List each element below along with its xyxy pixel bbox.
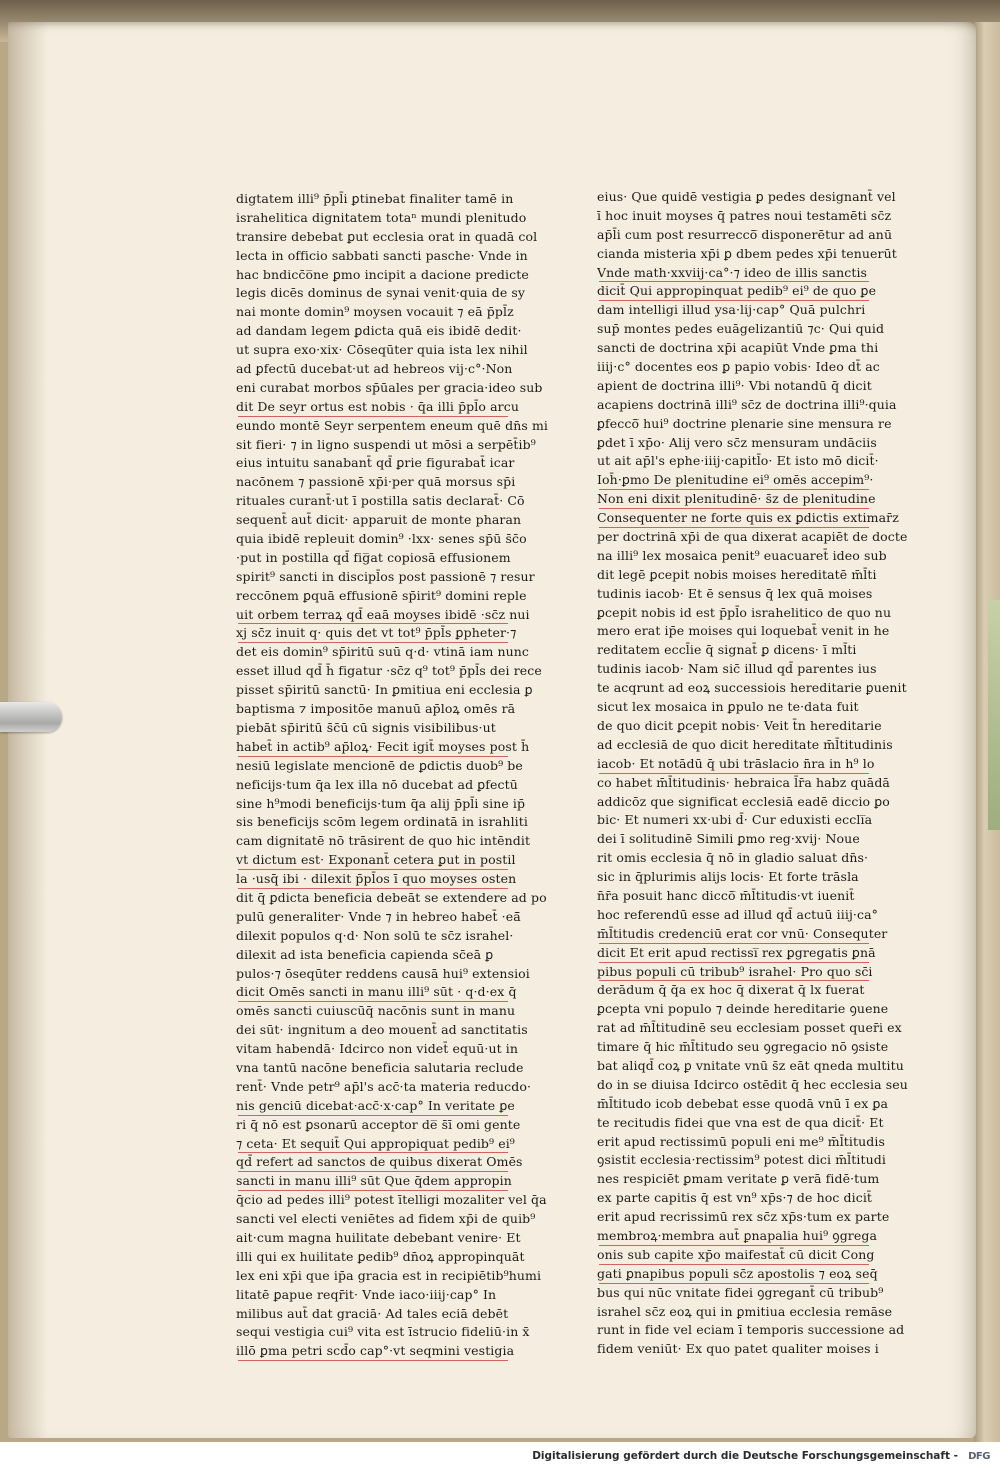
right-column-text-line: Consequenter ne forte quis ex ꝑdictis extimar̄z — [597, 509, 909, 528]
left-column-text-line: pulū generaliter· Vnde ⁊ in hebreo habet̄ ·eā̄ — [236, 908, 521, 924]
left-column-text-line: israhelitica dignitatem totaⁿ mundi plenitudo — [236, 209, 527, 225]
left-column-text-line: ⁊ ceta· Et sequit̄ Qui appropiquat pedib⁹ ei⁹ — [236, 1135, 548, 1154]
right-column-text-line: israhel sc̄z eoꝝ qui in ꝑmitiua ecclesia remāse — [597, 1303, 893, 1319]
left-column-text-line: sequent̄ aut̄ dicit· apparuit de monte pharan — [236, 512, 522, 528]
right-column-text-line: co habet m̄l̄titudinis· hebraica l̄r̄a habz quādā — [597, 774, 890, 790]
right-column-text-line: sancti de doctrina xp̄i acapiūt Vnde ꝑma thi — [597, 340, 879, 356]
left-column-text-line: piebāt sp̄iritū s̄c̄ū cū signis visibilibus·ut — [236, 719, 496, 735]
left-column-text-line: nacōnem ⁊ passionē xp̄i·per quā morsus sp̄i — [236, 474, 516, 490]
left-column-text-line: dit q̄ ꝑdicta beneficia debeāt se extendere ad po — [236, 889, 547, 905]
right-column-text-line: dicit Et erit apud rectissi̅ rex ꝑgregatis ꝑnā — [597, 944, 909, 963]
left-column-text-line: ·put in postilla qd̄ fig̅at copiosā effusionem — [236, 549, 511, 565]
right-column-text-line: reditatem eccl̄ie q̄ signat̄ ꝑ dicens· ī ml̄ti — [597, 642, 857, 658]
left-column-text-line: vt dictum est· Exponant̄ cetera ꝑut in postil — [236, 851, 548, 870]
right-column-text-line: bus qui nūc vnitate fidei ꝯgregant̄ cū tribub⁹ — [597, 1284, 884, 1300]
right-column-text-line: dam intelligi illud ysa·lij·cap° Quā pulchri — [597, 302, 866, 318]
left-column-text-line: dilexit populos q·d· Non solū te sc̄z israhel· — [236, 927, 514, 943]
right-column-text-line: dicit̄ Qui appropinquat pedib⁹ ei⁹ de quo ꝑe — [597, 282, 909, 301]
left-column-text-line: illi qui ex huilitate ꝑedib⁹ dn̄oꝝ appropinquāt — [236, 1248, 525, 1264]
left-column-text-line: nai monte domin⁹ moysen vocauit ⁊ eā p̄pl̄z — [236, 304, 514, 320]
right-column-text-line: timare q̄ hic m̄l̄titudo seu ꝯgregacio nō ꝯsiste — [597, 1039, 889, 1055]
dfg-logo[interactable] — [964, 1448, 994, 1464]
left-column-text-line: rituales curant̄·ut ī postilla satis declarat̄· Cō — [236, 493, 525, 509]
right-column-text-line: rit omis ecclesia q̄ nō in gladio saluat dn̄s· — [597, 850, 869, 866]
left-column-text-line: baptisma ⁊ impositōe manuū ap̄loꝝ omēs rā — [236, 701, 516, 717]
left-column-text-line: q̄cio ad pedes illi⁹ potest ītelligi mozaliter vel q̄a — [236, 1192, 547, 1208]
right-column-text-line: n̄r̄a posuit hanc diccō̅ m̄l̄titudis·vt iuenit̄ — [597, 887, 855, 903]
right-column-text-line: gati ꝑnapibus populi sc̄z apostolis ⁊ eoꝝ seq̄ — [597, 1265, 909, 1284]
left-column-text-line: spirit⁹ sancti in discipl̄os post passionē ⁊ resur — [236, 568, 535, 584]
left-column-text-line: omēs sancti cuiuscūq̄ nacōnis sunt in manu — [236, 1003, 516, 1019]
left-column-text-line: cam dignitatē nō trāsirent de quo hic intēndit — [236, 833, 531, 849]
right-column-text-line: acapiens doctrinā illi⁹ sc̄z de doctrina illi⁹·quia — [597, 396, 897, 412]
page-clip — [0, 702, 62, 732]
right-column-text-line: erit apud recrissimū rex sc̄z xp̄s·tum ex parte — [597, 1209, 890, 1225]
right-column-text-line: ꝑcepta vni populo ⁊ deinde hereditarie ꝯuene — [597, 1001, 889, 1017]
left-column-text-line: uit orbem terraꝝ qd̄ eaā moyses ibidē ·sc̄z nui — [236, 606, 548, 625]
right-column-text-line: eius· Que quidē vestigia ꝑ pedes designant̄ vel — [597, 189, 896, 204]
left-column-text-line: digtatem illi⁹ p̄pl̄i ꝑtinebat finaliter tamē in — [236, 191, 514, 206]
left-column-text-line: neficijs·tum q̄a lex illa nō ducebat ad ꝑfectū — [236, 776, 518, 792]
right-column-text-line: Non eni dixit plenitudinē· s̄z de plenitudine — [597, 490, 909, 509]
left-column-text-line: ait·cum magna huilitate debebant venire· Et — [236, 1229, 521, 1245]
right-column-text-line: tudinis iacob· Nam sic̄ illud qd̄ parentes ius — [597, 661, 877, 677]
right-column-text-line: membroꝝ·membra aut̄ ꝑnapalia hui⁹ ꝯgrega — [597, 1227, 909, 1246]
left-column-text-line: hac bndicc̄o̅ne ꝑmo incipit a dacione predicte — [236, 266, 529, 282]
footer-bar — [0, 1442, 1000, 1471]
right-column-text-line: addicōz que significat ecclesiā eadē diccio ꝑo — [597, 793, 890, 809]
right-column-text-line: hoc referendū esse ad illud qd̄ actuū iiij·ca° — [597, 906, 879, 922]
left-column-text-line: nis genciū dicebat·acc̄·x·cap° In veritate ꝑe — [236, 1097, 548, 1116]
right-column-text-line: cianda misteria xp̄i ꝑ dbem pedes xp̄i tenuerūt — [597, 245, 897, 261]
left-column-text-line: habet̄ in actib⁹ ap̄loꝝ· Fecit igit̄ moyses post h̄ — [236, 738, 548, 757]
right-column-text-line: Ioh̄·ꝑmo De plenitudine ei⁹ omēs accepim⁹· — [597, 471, 909, 490]
left-column-text-line: vna tantū nacōne beneficia salutaria reclude — [236, 1059, 524, 1075]
left-column-text-line: det eis domin⁹ sp̄iritū suū q·d· vtinā iam nunc — [236, 644, 530, 660]
left-column-text-line: ad dandam legem ꝑdicta quā eis ibidē dedit· — [236, 323, 522, 339]
left-column-text-line: la ·usq̄ ibi · dilexit p̄pl̄os ī quo moyses osten — [236, 870, 548, 889]
right-column-text-line: fidem veniūt· Ex quo patet qualiter moises i — [597, 1341, 879, 1357]
right-column-text-line: per doctrinā xp̄i de qua dixerat acapiēt de docte — [597, 529, 908, 545]
right-column-text-line: nes respiciēt ꝑmam veritate ꝑ verā fidē·tum — [597, 1171, 880, 1187]
right-column-text-line: sicut lex mosaica in ꝑpulo ne te·data fuit — [597, 699, 859, 715]
left-column-text-line: rent̄· Vnde petr⁹ ap̄l's acc̄·ta materia reducdo· — [236, 1078, 532, 1094]
right-column-text-line: onis sub capite xp̄o maifestat̄ cū dicit Cong — [597, 1246, 909, 1265]
right-column-text-line: iacob· Et notādū q̄ ubi trāslacio n̄ra in h⁹ lo — [597, 755, 909, 774]
left-column-text-line: sancti vel electi veniētes ad fidem xp̄i de quib⁹ — [236, 1211, 536, 1227]
right-column-text-line: pibus populi cū tribub⁹ israhel· Pro quo sc̄i — [597, 963, 909, 982]
left-column-text-line: dit De seyr ortus est nobis · q̄a illi p̄pl̄o arcu — [236, 398, 548, 417]
left-column-text-line: illō ꝑma petri scd̄o cap°·vt seqmini vestigia — [236, 1342, 548, 1361]
left-column-text-line: litatē ꝑapue reqr̄it· Vnde iaco·iiij·cap° In — [236, 1286, 497, 1302]
dfg-logo-text: DFG — [968, 1450, 990, 1462]
left-column-text-line: sancti in manu illi⁹ sūt Que q̄dem appropin — [236, 1172, 548, 1191]
right-column-text-line: ut ait ap̄l's ephe·iiij·capitl̄o· Et isto mō dicit̄· — [597, 453, 879, 469]
right-column-text-line: erit apud rectissimū populi eni me⁹ m̄l̄titudis — [597, 1133, 886, 1149]
left-column-text-line: sequi vestigia cui⁹ vita est īstrucio fideliū·in x̄ — [236, 1324, 530, 1340]
left-column-text-line: eundo montē Seyr serpentem eneum quē dn̄s mi — [236, 417, 548, 433]
left-column-text-line: lex eni xp̄i que ip̄a gracia est in recipiētib⁹humi — [236, 1267, 542, 1283]
left-column-text-line: transire debebat ꝑut ecclesia orat in quadā col — [236, 228, 538, 244]
right-column-text-line: mero erat ip̄e moises qui loquebat̄ venit in he — [597, 623, 890, 639]
right-column-text-line: m̄l̄titudis credenciū erat cor vnū· Consequter — [597, 925, 909, 944]
right-column-text-line: ī hoc inuit moyses q̄ patres noui testamēti sc̄z — [597, 207, 892, 223]
right-column-text-line: sic in q̄plurimis alijs locis· Et forte trāsla — [597, 869, 859, 885]
left-column-text-line: sine h⁹modi beneficijs·tum q̄a alij p̄pl̄i sine ip̄ — [236, 795, 526, 811]
right-column-text-line: ap̄l̄i cum post resurreccō̅ disponerētur ad anū — [597, 226, 893, 242]
right-column-text-line: m̄l̄titudo icob debebat esse quodā vnū ī ex ꝑa — [597, 1095, 889, 1111]
right-column-text-line: tudinis iacob· Et ē sensus q̄ lex quā moises — [597, 585, 873, 601]
left-column-text-line: esset illud qd̄ h̄ figatur ·sc̄z q⁹ tot⁹ p̄pl̄s dei rece — [236, 663, 542, 679]
left-column-text-line: sis beneficijs scōm legem ordinatā in israhliti — [236, 814, 529, 830]
right-column-text-line: derādum q̄ q̄a ex hoc q̄ dixerat q̄ lx fuerat — [597, 982, 865, 998]
left-column-text-line: xj sc̄z inuit q· quis det vt tot⁹ p̄pl̄s ꝑpheter·⁊ — [236, 624, 548, 643]
right-column-text-line: iiij·c° docentes eos ꝑ papio vobis· Ideo dt̄ ac — [597, 359, 880, 375]
right-column-text-line: rat ad m̄l̄titudinē seu ecclesiam posset quer̄i ex — [597, 1020, 902, 1036]
left-column-text-line: lecta in officio sabbati sancti pasche· Vnde in — [236, 247, 528, 263]
adjacent-page-sliver — [988, 600, 1000, 830]
right-text-column — [597, 188, 909, 1359]
left-column-text-line: qd̄ refert ad sanctos de quibus dixerat Omēs — [236, 1153, 548, 1172]
left-column-text-line: reccōnem ꝑquā effusionē sp̄irit⁹ domini reple — [236, 587, 527, 603]
right-column-text-line: runt in fide vel eciam ī temporis successione ad — [597, 1322, 905, 1338]
left-column-text-line: dilexit ad ista beneficia capienda sc̄eā ꝑ — [236, 946, 494, 962]
left-column-text-line: sit fieri· ⁊ in ligno suspendi ut mōsi a serpēt̄ib⁹ — [236, 436, 536, 452]
right-column-text-line: ꝯsistit ecclesia·rectissim⁹ potest dici m̄l̄titudi — [597, 1152, 886, 1168]
right-column-text-line: te recitudis fidei que vna est de qua dicit̄· Et — [597, 1114, 884, 1130]
right-column-text-line: na illi⁹ lex mosaica penit⁹ euacuaret̄ ideo sub — [597, 547, 887, 563]
left-column-text-line: pulos·⁊ ōseqūter reddens causā hui⁹ extensioi — [236, 965, 530, 981]
right-column-text-line: ꝑfeccō̅ hui⁹ doctrine plenarie sine mensura re — [597, 415, 892, 431]
left-column-text-line: vitam habendā· Idcirco non videt̄ equū·ut in — [236, 1041, 519, 1057]
left-text-column — [236, 190, 548, 1361]
right-column-text-line: dei ī solitudinē Simili ꝑmo reg·xvij· Noue — [597, 831, 860, 847]
right-column-text-line: ex parte capitis q̄ est vn⁹ xp̄s·⁊ de hoc dicit̄ — [597, 1190, 873, 1206]
right-column-text-line: dit legē ꝑcepit nobis moises hereditatē m̄l̄ti — [597, 566, 877, 582]
left-column-text-line: dicit Omēs sancti in manu illi⁹ sūt · q·d·ex q̄ — [236, 983, 548, 1002]
right-column-text-line: bat aliqd̄ coꝝ ꝑ vnitate vnū s̄z eāt qneda multitu — [597, 1057, 904, 1073]
left-column-text-line: legis dicēs dominus de synai venit·quia de sy — [236, 285, 526, 301]
left-column-text-line: ut supra exo·xix· Cōseqūter quia ista lex nihil — [236, 342, 528, 358]
left-column-text-line: quia ibidē repleuit domin⁹ ·lxx· senes sp̄ū s̄c̄o — [236, 531, 527, 547]
right-column-text-line: sup̄ montes pedes euāgelizantiū ⁊c· Qui quid — [597, 321, 885, 337]
left-column-text-line: nesiū legislate mencionē de ꝑdictis duob⁹ be — [236, 757, 523, 773]
right-column-text-line: ad ecclesiā de quo dicit hereditate m̄l̄titudinis — [597, 736, 893, 752]
right-column-text-line: apient de doctrina illi⁹· Vbi notandū q̄ dicit — [597, 377, 872, 393]
left-column-text-line: dei sūt· ingnitum a deo mouent̄ ad sanctitatis — [236, 1022, 528, 1038]
right-column-text-line: bic· Et numeri xx·ubi d̄· Cur eduxisti eccli̅a — [597, 812, 873, 828]
left-column-text-line: ri q̄ nō est ꝑsonarū acceptor de̅ s̄ī omi gente — [236, 1116, 521, 1132]
funding-credit: Digitalisierung gefördert durch die Deutsche Forschungsgemeinschaft - — [532, 1450, 958, 1462]
left-column-text-line: pisset sp̄iritū sanctū· In ꝑmitiua eni ecclesia ꝑ — [236, 682, 533, 698]
left-column-text-line: eius intuitu sanabant̄ qd̄ ꝑrie figurabat̄ icar — [236, 455, 515, 471]
right-column-text-line: te acqrunt ad eoꝝ successiois hereditarie ꝑuenit — [597, 680, 907, 696]
right-column-text-line: Vnde math·xxviij·ca°·⁊ ideo de illis sanctis — [597, 264, 909, 283]
right-column-text-line: de quo dicit ꝑcepit nobis· Veit t̄n hereditarie — [597, 717, 882, 733]
left-column-text-line: ad ꝑfectū ducebat·ut ad hebreos vij·c°·Non — [236, 361, 513, 377]
right-column-text-line: ꝑdet ī xp̄o· Alij vero sc̄z mensuram undāciis — [597, 434, 877, 450]
left-column-text-line: milibus aut̄ dat graciā· Ad tales eciā debēt — [236, 1305, 509, 1321]
left-column-text-line: eni curabat morbos sp̄ūales per gracia·ideo sub — [236, 379, 543, 395]
right-column-text-line: do in se diuisa Idcirco ostēdit q̄ hec ecclesia seu — [597, 1076, 908, 1092]
right-column-text-line: ꝑcepit nobis id est p̄pl̄o israhelitico de quo nu — [597, 604, 892, 620]
